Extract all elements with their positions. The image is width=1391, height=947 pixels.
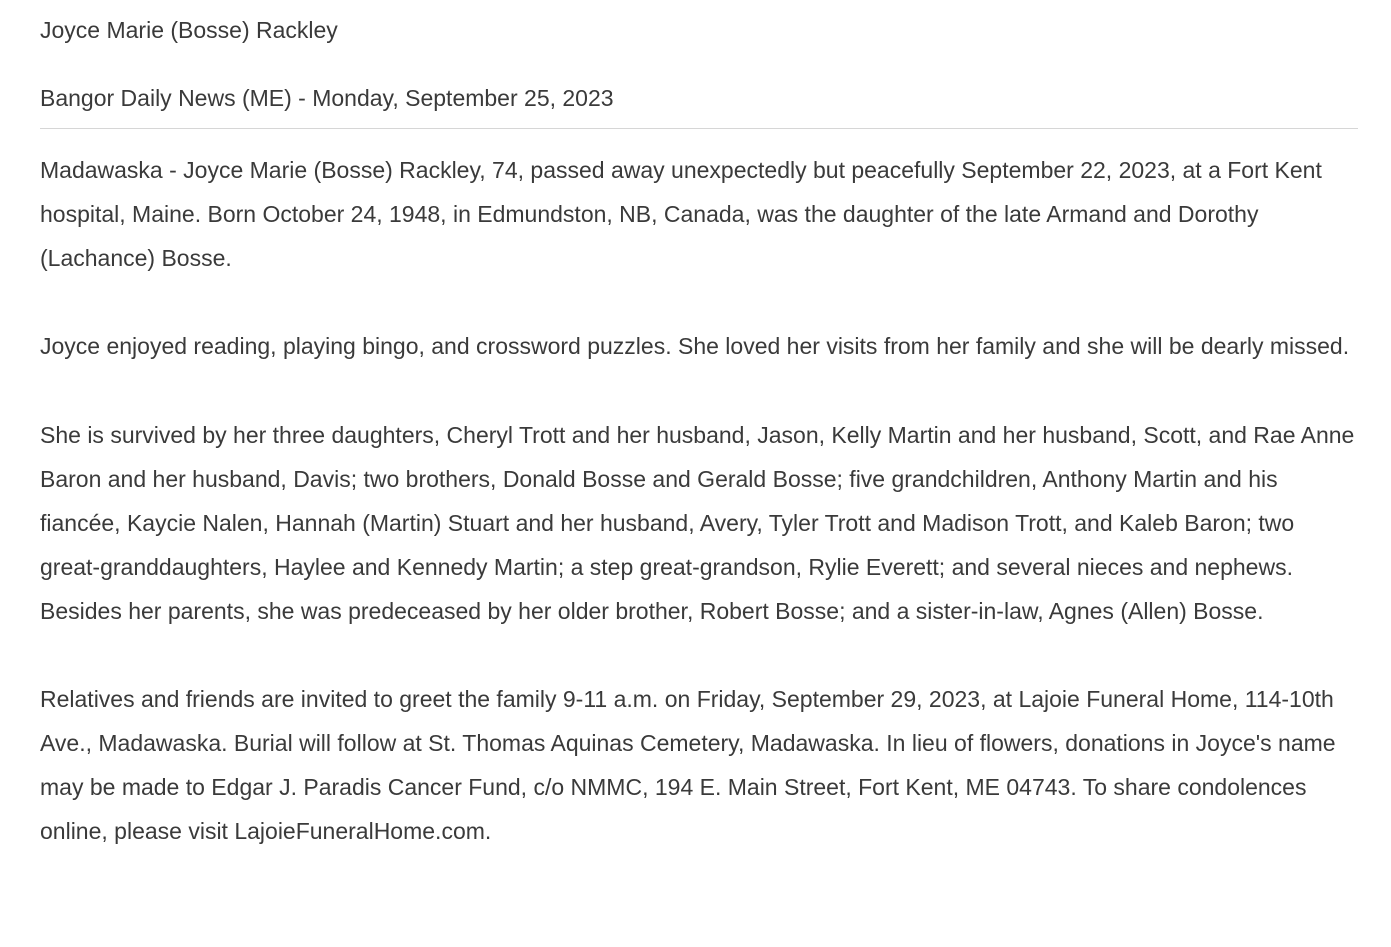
divider <box>40 128 1358 129</box>
obituary-paragraph: Madawaska - Joyce Marie (Bosse) Rackley, 74, passed away unexpectedly but peacefully September 22, 2023, at a Fort Kent hospital, Maine. Born October 24, 1948, in Edmundston, NB, Canada, was the daughter of the late Armand and Dorothy (Lachance) Bosse. <box>40 157 1322 272</box>
obituary-paragraph: She is survived by her three daughters, Cheryl Trott and her husband, Jason, Kelly Martin and her husband, Scott, and Rae Anne Baron and her husband, Davis; two brothers, Donald Bosse and Gerald Bosse; five grandchildren, Anthony Martin and his fiancée, Kaycie Nalen, Hannah (Martin) Stuart and her husband, Avery, Tyler Trott and Madison Trott, and Kaleb Baron; two great-granddaughters, Haylee and Kennedy Martin; a step great-grandson, Rylie Everett; and several nieces and nephews. Besides her parents, she was predeceased by her older brother, Robert Bosse; and a sister-in-law, Agnes (Allen) Bosse. <box>40 421 1355 624</box>
publication-source-date: Bangor Daily News (ME) - Monday, September 25, 2023 <box>40 85 614 111</box>
obituary-paragraph: Relatives and friends are invited to greet the family 9-11 a.m. on Friday, September 29, 2023, at Lajoie Funeral Home, 114-10th Ave., Madawaska. Burial will follow at St. Thomas Aquinas Cemetery, Madawaska. In lieu of flowers, donations in Joyce's name may be made to Edgar J. Paradis Cancer Fund, c/o NMMC, 194 E. Main Street, Fort Kent, ME 04743. To share condolences online, please visit LajoieFuneralHome.com. <box>40 686 1336 845</box>
obituary-paragraph: Joyce enjoyed reading, playing bingo, and crossword puzzles. She loved her visits from her family and she will be dearly missed. <box>40 333 1350 360</box>
obituary-body <box>40 148 1358 898</box>
obituary-name: Joyce Marie (Bosse) Rackley <box>40 17 338 43</box>
